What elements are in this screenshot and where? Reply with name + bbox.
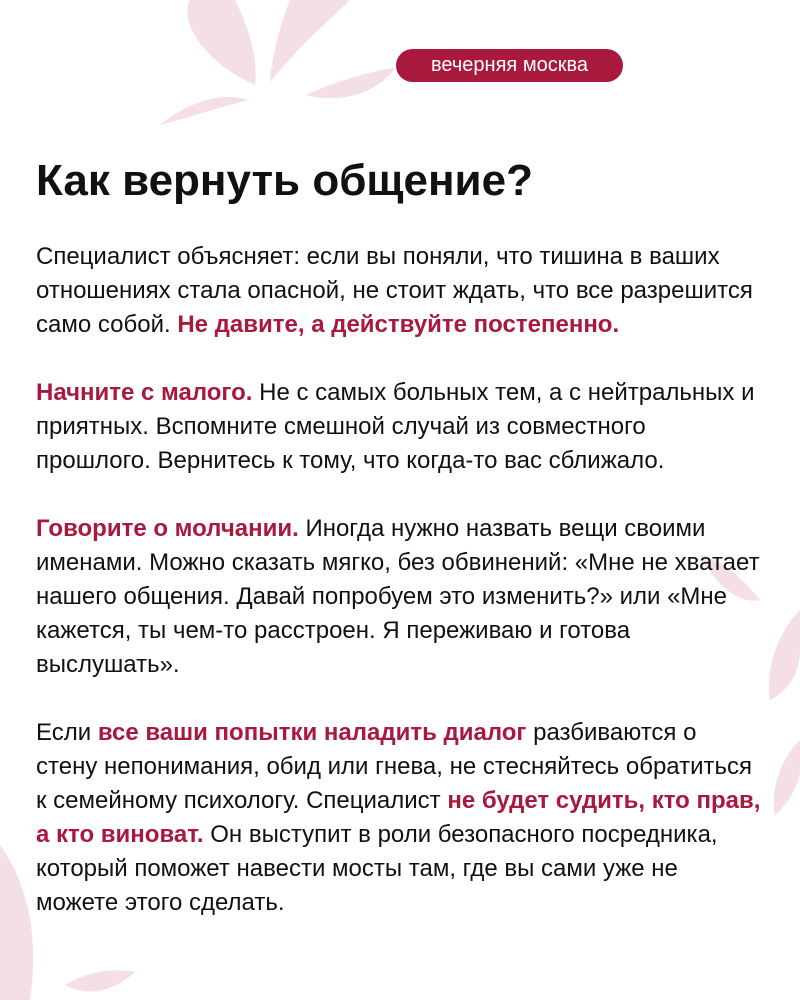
highlighted-text: Начните с малого.: [36, 379, 253, 406]
highlighted-text: Говорите о молчании.: [36, 515, 299, 542]
highlighted-text: Не давите, а действуйте постепенно.: [177, 311, 620, 338]
text-span: разбиваются о стену непонимания, обид или гнева, не стесняйтесь обратиться к семейному психологу. Специалист: [36, 719, 753, 814]
paragraph: [36, 716, 764, 920]
text-span: Иногда нужно назвать вещи своими именами. Можно сказать мягко, без обвинений: «Мне не хватает нашего общения. Давай попробуем это изменить?» или «Мне кажется, ты чем-то расстроен. Я переживаю и готова выслушать».: [36, 515, 760, 678]
paragraph: [36, 376, 764, 478]
text-span: Если: [36, 719, 98, 746]
article-title: Как вернуть общение?: [36, 156, 533, 205]
article-body: [36, 240, 764, 954]
highlighted-text: не будет судить, кто прав, а кто виноват.: [36, 787, 761, 848]
brand-badge: вечерняя москва: [396, 49, 623, 82]
text-span: Не с самых больных тем, а с нейтральных и приятных. Вспомните смешной случай из совместного прошлого. Вернитесь к тому, что когда-то вас сближало.: [36, 379, 755, 474]
paragraph: [36, 240, 764, 342]
paragraph: [36, 512, 764, 682]
text-span: Специалист объясняет: если вы поняли, что тишина в ваших отношениях стала опасной, не стоит ждать, что все разрешится само собой.: [36, 243, 753, 338]
petals-top: [160, 0, 395, 125]
highlighted-text: все ваши попытки наладить диалог: [97, 719, 527, 746]
text-span: Он выступит в роли безопасного посредника, который поможет навести мосты там, где вы сами уже не можете этого сделать.: [36, 821, 718, 916]
